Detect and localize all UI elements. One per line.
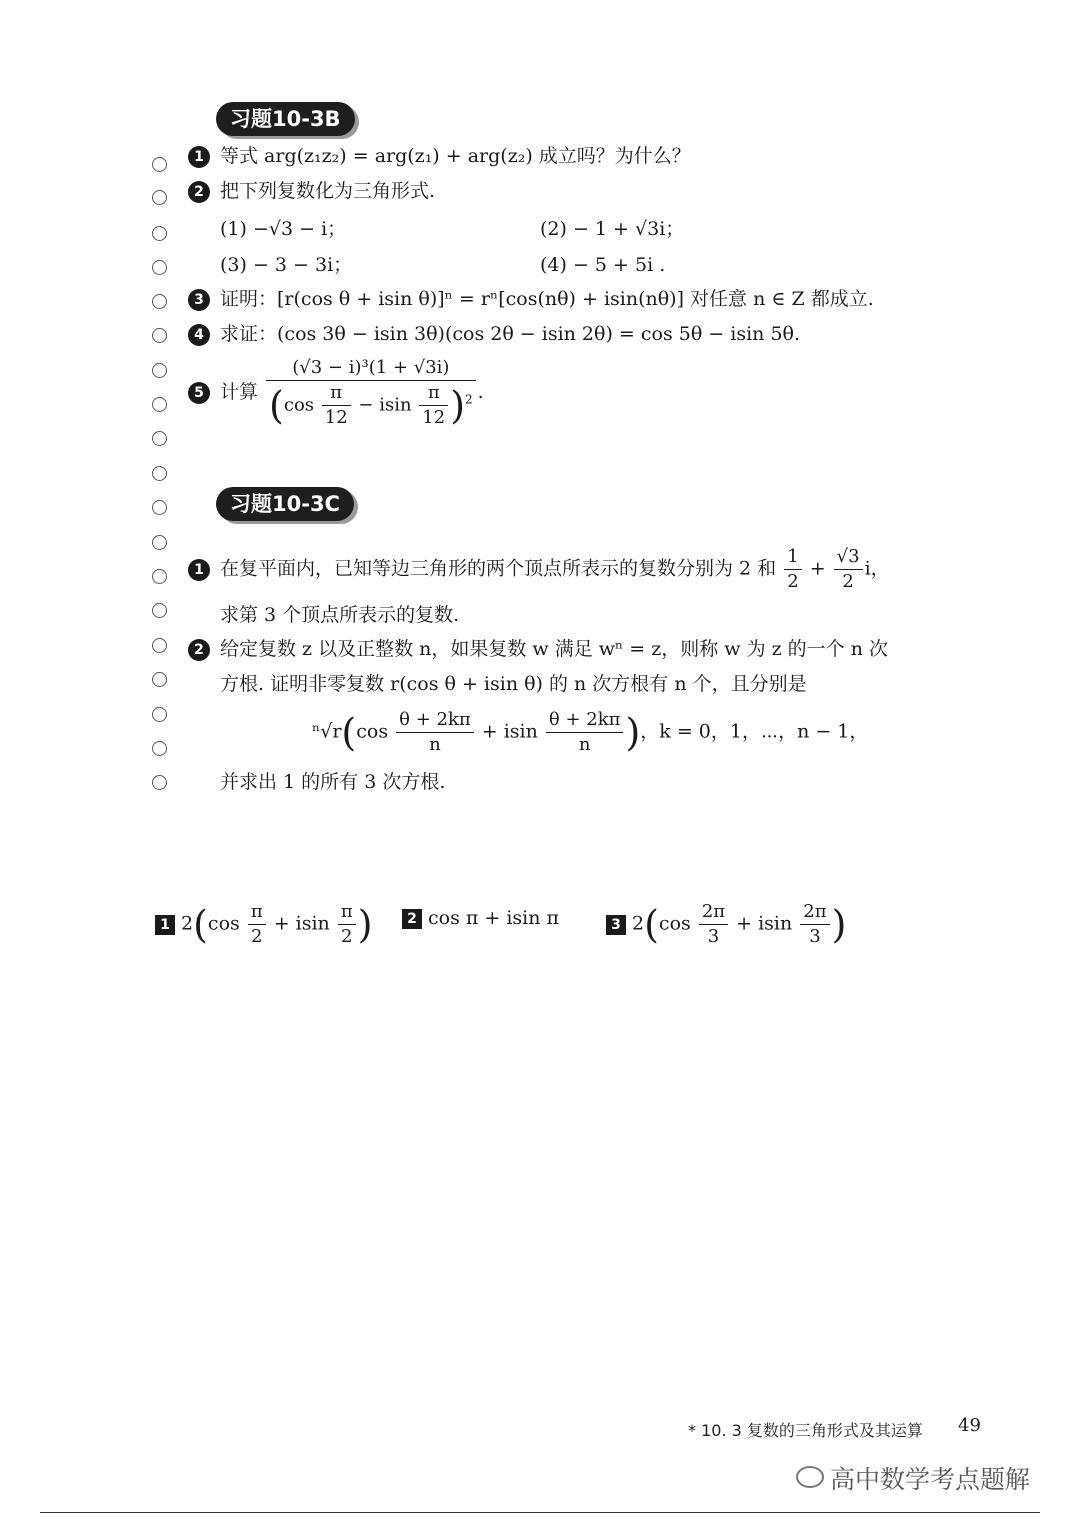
sub-item: (1) −√3 − i； — [220, 218, 347, 240]
sub-item: (3) − 3 − 3i； — [220, 254, 353, 276]
question-number: 1 — [188, 146, 210, 168]
exercise-b4: 4 求证：(cos 3θ − isin 3θ)(cos 2θ − isin 2θ) = cos 5θ − isin 5θ. — [188, 319, 800, 349]
binder-hole — [152, 569, 167, 584]
binder-hole — [152, 260, 167, 275]
binder-hole — [152, 226, 167, 241]
running-footer: * 10. 3 复数的三角形式及其运算 — [688, 1421, 923, 1440]
question-number: 4 — [188, 324, 210, 346]
exercise-c2-formula: ⁿ√r(cos $\frac{\theta + 2k\pi}{n}$ + isin $\frac{\theta + 2k\pi}{n}$ )，k = 0，1，⋯，n − 1， — [312, 709, 869, 755]
binder-hole — [152, 190, 167, 205]
exercise-b1: 1 等式 arg(z₁z₂) = arg(z₁) + arg(z₂) 成立吗？为什么？ — [188, 141, 691, 171]
exercise-c1: 1 在复平面内，已知等边三角形的两个顶点所表示的复数分别为 2 和 $\frac{1}{2}$ + $\frac{√3}{2}$ i， — [188, 545, 890, 594]
exercise-b2: 2 把下列复数化为三角形式. — [188, 176, 435, 206]
answer-2: 2 cos π + isin π — [402, 903, 559, 933]
binder-hole — [152, 431, 167, 446]
binder-hole — [152, 707, 167, 722]
answer-3: 3 2(cos $\frac{2\pi}{3}$ + isin $\frac{2\pi}{3}$ ) — [606, 900, 846, 949]
exercise-b5: 5 计算 (√3 − i)³(1 + √3i) (cos $\frac{\pi}{12}$ − isin $\frac{\pi}{12}$ )$^2$ . — [188, 356, 484, 430]
question-number: 3 — [188, 289, 210, 311]
wechat-icon — [796, 1466, 824, 1488]
exercise-c2-line4: 并求出 1 的所有 3 次方根. — [220, 771, 446, 793]
binder-hole — [152, 775, 167, 790]
exercise-c1-cont: 求第 3 个顶点所表示的复数. — [220, 604, 460, 626]
question-number: 1 — [188, 559, 210, 581]
binder-hole — [152, 638, 167, 653]
binder-hole — [152, 672, 167, 687]
binder-hole — [152, 741, 167, 756]
question-number: 2 — [188, 639, 210, 661]
sub-item: (2) − 1 + √3i； — [540, 218, 685, 240]
section-badge-c: 习题10-3C — [216, 487, 354, 521]
binder-hole — [152, 397, 167, 412]
binder-hole — [152, 603, 167, 618]
page-number: 49 — [958, 1415, 981, 1436]
section-badge-b: 习题10-3B — [216, 102, 355, 136]
exercise-c2-line2: 方根. 证明非零复数 r(cos θ + isin θ) 的 n 次方根有 n 个，且分别是 — [220, 673, 807, 695]
binder-hole — [152, 500, 167, 515]
exercise-b3: 3 证明：[r(cos θ + isin θ)]ⁿ = rⁿ[cos(nθ) + isin(nθ)] 对任意 n ∈ Z 都成立. — [188, 284, 874, 314]
binder-hole — [152, 157, 167, 172]
question-number: 5 — [188, 382, 210, 404]
answer-1: 1 2(cos $\frac{\pi}{2}$ + isin $\frac{\pi}{2}$ ) — [155, 900, 373, 949]
bottom-rule — [40, 1512, 1040, 1513]
exercise-c2: 2 给定复数 z 以及正整数 n，如果复数 w 满足 wⁿ = z，则称 w 为 z 的一个 n 次 — [188, 634, 888, 664]
sub-item: (4) − 5 + 5i . — [540, 254, 666, 276]
binder-hole — [152, 363, 167, 378]
watermark: 高中数学考点题解 — [830, 1465, 1031, 1494]
fraction: (√3 − i)³(1 + √3i) (cos $\frac{\pi}{12}$ − isin $\frac{\pi}{12}$ )$^2$ — [266, 356, 476, 430]
binder-hole — [152, 466, 167, 481]
binder-hole — [152, 535, 167, 550]
binder-hole — [152, 328, 167, 343]
question-number: 2 — [188, 181, 210, 203]
binder-hole — [152, 294, 167, 309]
